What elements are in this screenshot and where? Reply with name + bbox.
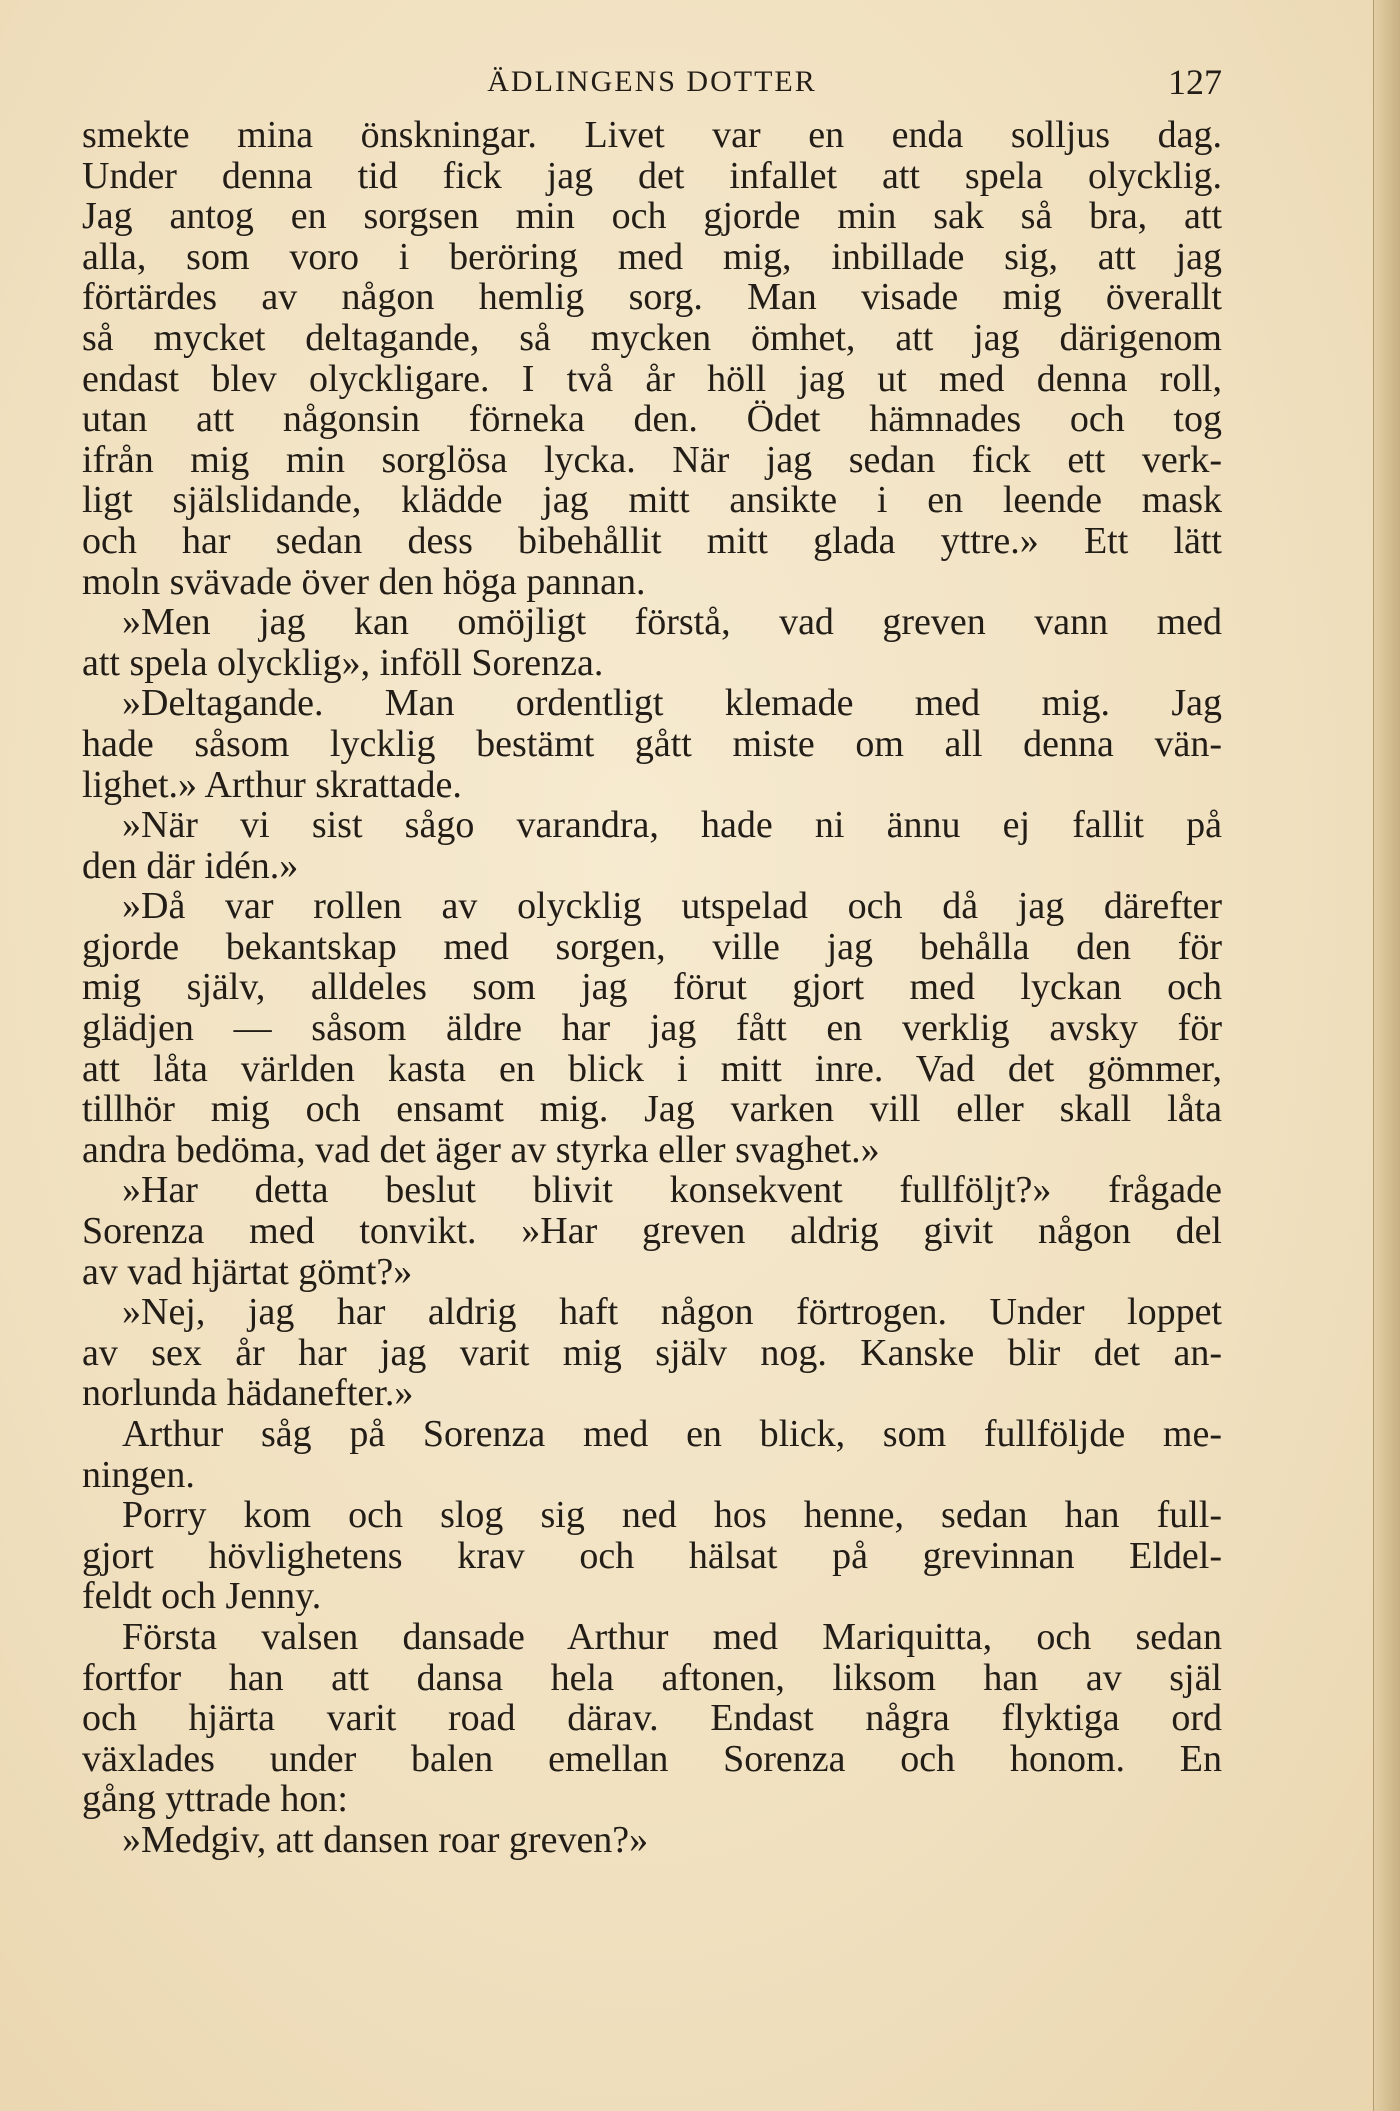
page-number: 127 [1168,62,1222,102]
text-line: endast blev olyckligare. I två år höll jag ut med denna roll, [82,357,1222,400]
text-line: gjort hövlighetens krav och hälsat på grevinnan Eldel- [82,1534,1222,1577]
text-line: fortfor han att dansa hela aftonen, liksom han av själ [82,1656,1222,1699]
text-line: så mycket deltagande, så mycken ömhet, att jag därigenom [82,316,1222,359]
page-edge-strip [1373,0,1400,2111]
text-line: »Har detta beslut blivit konsekvent fullföljt?» frågade [122,1169,1222,1212]
text-line: smekte mina önskningar. Livet var en enda solljus dag. [82,114,1222,156]
text-line: ningen. [82,1453,195,1496]
text-line: utan att någonsin förneka den. Ödet hämnades och tog [82,398,1222,441]
text-line: Jag antog en sorgsen min och gjorde min sak så bra, att [82,195,1222,238]
text-line: gjorde bekantskap med sorgen, ville jag behålla den för [82,925,1222,968]
text-line: feldt och Jenny. [82,1575,322,1618]
text-line: och har sedan dess bibehållit mitt glada yttre.» Ett lätt [82,519,1222,562]
text-line: Arthur såg på Sorenza med en blick, som fullföljde me- [122,1413,1222,1455]
text-line: mig själv, alldeles som jag förut gjort med lyckan och [82,966,1222,1009]
text-line: Under denna tid fick jag det infallet att spela olycklig. [82,154,1222,197]
text-line: moln svävade över den höga pannan. [82,560,646,603]
text-line: »Då var rollen av olycklig utspelad och då jag därefter [122,885,1222,928]
text-line: att spela olycklig», inföll Sorenza. [82,641,604,684]
text-line: ifrån mig min sorglösa lycka. När jag sedan fick ett verk- [82,438,1222,481]
text-line: tillhör mig och ensamt mig. Jag varken vill eller skall låta [82,1088,1222,1131]
text-line: norlunda hädanefter.» [82,1372,414,1415]
text-line: alla, som voro i beröring med mig, inbillade sig, att jag [82,235,1222,278]
text-line: av vad hjärtat gömt?» [82,1250,413,1293]
running-head [82,60,1222,104]
text-line: den där idén.» [82,844,299,887]
body-text [82,115,1222,1861]
text-line: »Men jag kan omöjligt förstå, vad greven vann med [122,601,1222,644]
text-line: glädjen — såsom äldre har jag fått en verklig avsky för [82,1007,1222,1050]
text-line: och hjärta varit road därav. Endast några flyktiga ord [82,1697,1222,1740]
text-line: lighet.» Arthur skrattade. [82,763,462,806]
text-line: hade såsom lycklig bestämt gått miste om all denna vän- [82,722,1222,765]
text-line: Sorenza med tonvikt. »Har greven aldrig givit någon del [82,1210,1222,1253]
text-line: växlades under balen emellan Sorenza och honom. En [82,1737,1222,1780]
text-line: Porry kom och slog sig ned hos henne, sedan han full- [122,1494,1222,1537]
text-line: förtärdes av någon hemlig sorg. Man visade mig överallt [82,276,1222,319]
text-line: »Nej, jag har aldrig haft någon förtrogen. Under loppet [122,1291,1222,1334]
text-line: ligt själslidande, klädde jag mitt ansikte i en leende mask [82,479,1222,522]
running-head-title: ÄDLINGENS DOTTER [487,65,817,98]
text-line: »Deltagande. Man ordentligt klemade med mig. Jag [122,682,1222,725]
text-line: andra bedöma, vad det äger av styrka eller svaghet.» [82,1128,880,1171]
text-line: Första valsen dansade Arthur med Mariquitta, och sedan [122,1615,1222,1658]
text-line: »När vi sist sågo varandra, hade ni ännu ej fallit på [122,804,1222,847]
text-line: »Medgiv, att dansen roar greven?» [122,1818,649,1861]
text-line: att låta världen kasta en blick i mitt inre. Vad det gömmer, [82,1047,1222,1090]
text-line: gång yttrade hon: [82,1778,348,1821]
text-line: av sex år har jag varit mig själv nog. Kanske blir det an- [82,1331,1222,1374]
